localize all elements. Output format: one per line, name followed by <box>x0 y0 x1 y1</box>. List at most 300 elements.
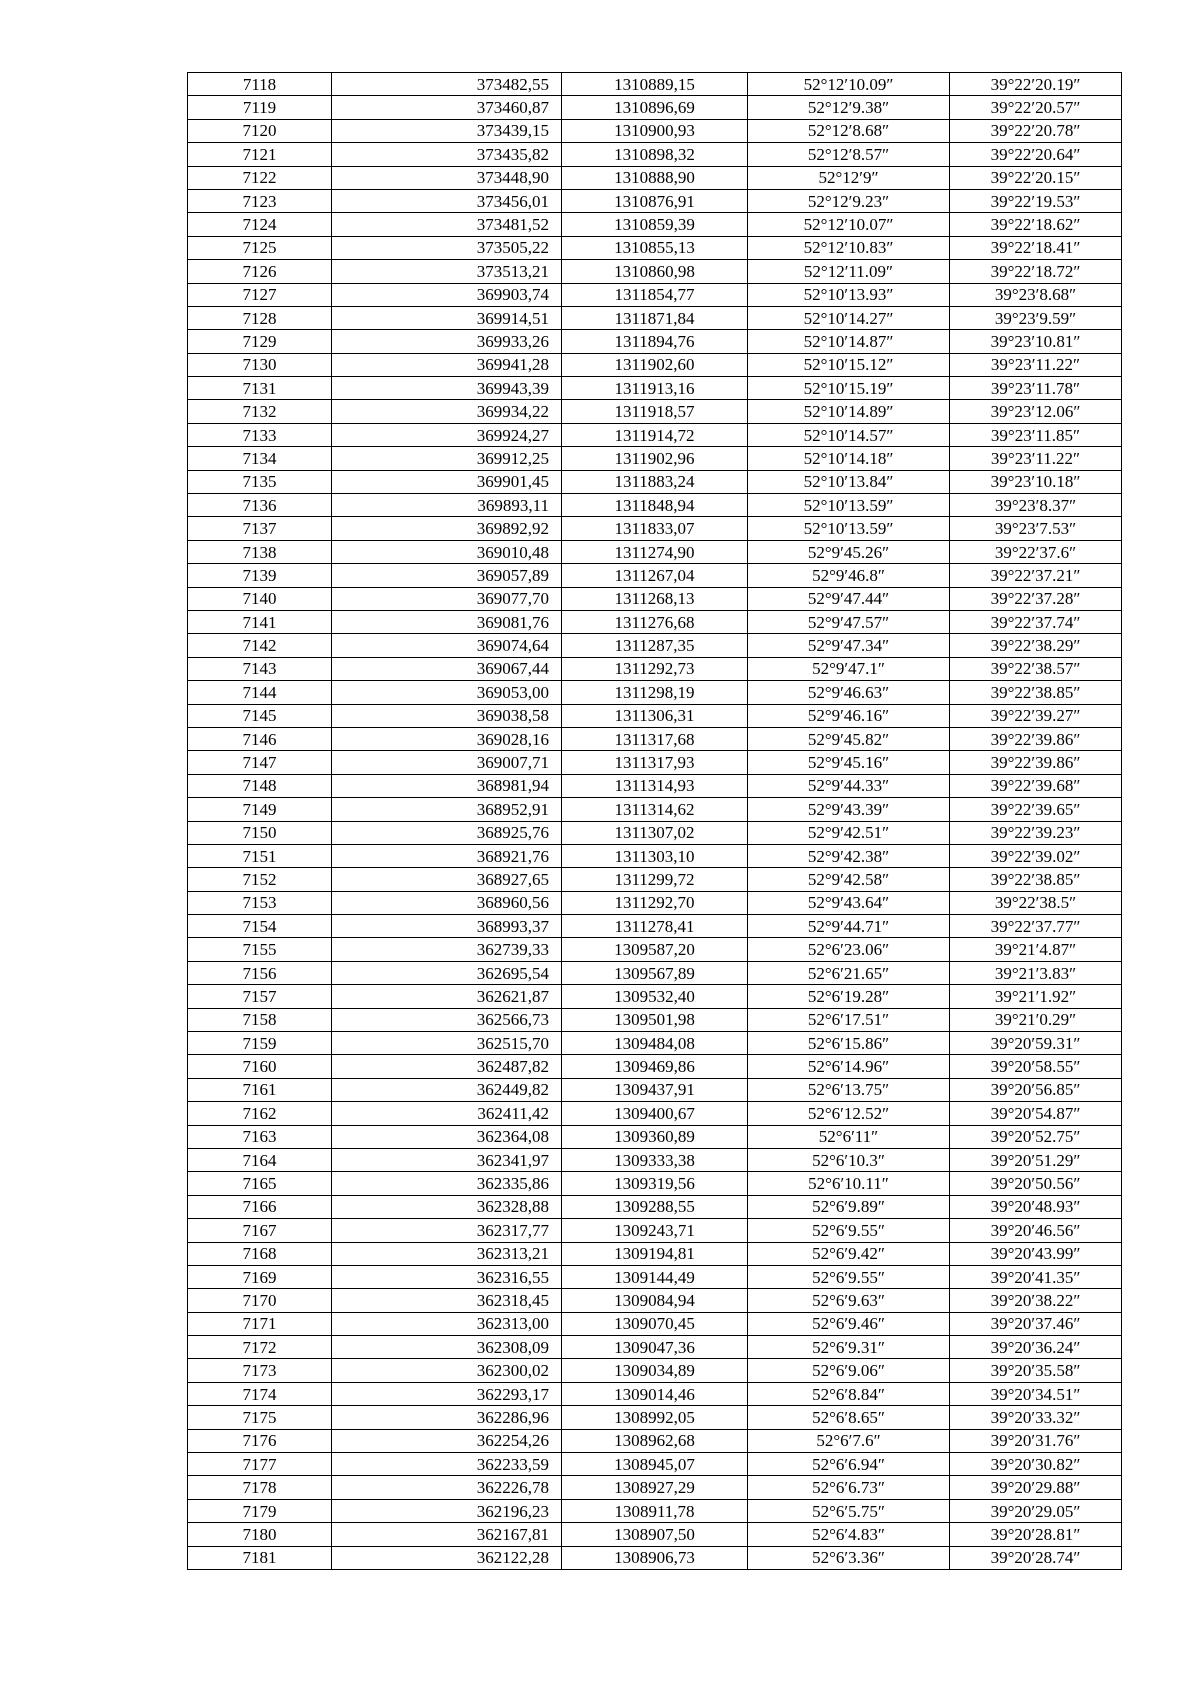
latitude-cell: 52°9′43.39″ <box>748 798 950 821</box>
point-number-cell: 7143 <box>188 657 332 680</box>
point-number-cell: 7176 <box>188 1429 332 1452</box>
table-row <box>188 353 1122 376</box>
latitude-cell: 52°12′11.09″ <box>748 260 950 283</box>
table-row <box>188 751 1122 774</box>
x-coordinate-cell: 368952,91 <box>332 798 562 821</box>
x-coordinate-cell: 369903,74 <box>332 283 562 306</box>
point-number-cell: 7118 <box>188 73 332 96</box>
latitude-cell: 52°6′17.51″ <box>748 1008 950 1031</box>
table-row <box>188 1429 1122 1452</box>
y-coordinate-cell: 1311299,72 <box>562 868 748 891</box>
longitude-cell: 39°20′43.99″ <box>950 1242 1122 1265</box>
latitude-cell: 52°6′10.11″ <box>748 1172 950 1195</box>
latitude-cell: 52°12′10.09″ <box>748 73 950 96</box>
point-number-cell: 7151 <box>188 844 332 867</box>
point-number-cell: 7150 <box>188 821 332 844</box>
latitude-cell: 52°10′13.84″ <box>748 470 950 493</box>
longitude-cell: 39°22′38.29″ <box>950 634 1122 657</box>
latitude-cell: 52°12′8.68″ <box>748 119 950 142</box>
longitude-cell: 39°20′31.76″ <box>950 1429 1122 1452</box>
point-number-cell: 7130 <box>188 353 332 376</box>
latitude-cell: 52°9′42.38″ <box>748 844 950 867</box>
longitude-cell: 39°22′39.65″ <box>950 798 1122 821</box>
latitude-cell: 52°10′14.89″ <box>748 400 950 423</box>
point-number-cell: 7167 <box>188 1219 332 1242</box>
x-coordinate-cell: 368981,94 <box>332 774 562 797</box>
latitude-cell: 52°10′14.18″ <box>748 447 950 470</box>
latitude-cell: 52°9′47.44″ <box>748 587 950 610</box>
y-coordinate-cell: 1309360,89 <box>562 1125 748 1148</box>
point-number-cell: 7129 <box>188 330 332 353</box>
y-coordinate-cell: 1309070,45 <box>562 1312 748 1335</box>
coordinates-table <box>187 72 1122 1570</box>
table-row <box>188 1523 1122 1546</box>
table-row <box>188 798 1122 821</box>
table-row <box>188 1312 1122 1335</box>
point-number-cell: 7172 <box>188 1336 332 1359</box>
x-coordinate-cell: 362196,23 <box>332 1499 562 1522</box>
x-coordinate-cell: 369901,45 <box>332 470 562 493</box>
latitude-cell: 52°6′13.75″ <box>748 1078 950 1101</box>
longitude-cell: 39°22′19.53″ <box>950 189 1122 212</box>
x-coordinate-cell: 369028,16 <box>332 727 562 750</box>
table-row <box>188 260 1122 283</box>
table-row <box>188 119 1122 142</box>
longitude-cell: 39°22′39.86″ <box>950 727 1122 750</box>
table-row <box>188 985 1122 1008</box>
x-coordinate-cell: 373482,55 <box>332 73 562 96</box>
longitude-cell: 39°23′10.81″ <box>950 330 1122 353</box>
table-row <box>188 1499 1122 1522</box>
point-number-cell: 7161 <box>188 1078 332 1101</box>
longitude-cell: 39°22′38.85″ <box>950 681 1122 704</box>
y-coordinate-cell: 1311883,24 <box>562 470 748 493</box>
latitude-cell: 52°9′47.34″ <box>748 634 950 657</box>
x-coordinate-cell: 362286,96 <box>332 1406 562 1429</box>
point-number-cell: 7125 <box>188 236 332 259</box>
coordinates-table-body <box>188 73 1122 1570</box>
y-coordinate-cell: 1311306,31 <box>562 704 748 727</box>
table-row <box>188 540 1122 563</box>
longitude-cell: 39°20′59.31″ <box>950 1032 1122 1055</box>
longitude-cell: 39°22′37.6″ <box>950 540 1122 563</box>
x-coordinate-cell: 373448,90 <box>332 166 562 189</box>
longitude-cell: 39°23′11.22″ <box>950 447 1122 470</box>
latitude-cell: 52°6′9.89″ <box>748 1195 950 1218</box>
longitude-cell: 39°22′18.62″ <box>950 213 1122 236</box>
point-number-cell: 7142 <box>188 634 332 657</box>
point-number-cell: 7141 <box>188 610 332 633</box>
longitude-cell: 39°22′20.15″ <box>950 166 1122 189</box>
table-row <box>188 610 1122 633</box>
longitude-cell: 39°22′18.72″ <box>950 260 1122 283</box>
point-number-cell: 7139 <box>188 564 332 587</box>
x-coordinate-cell: 369892,92 <box>332 517 562 540</box>
x-coordinate-cell: 373456,01 <box>332 189 562 212</box>
table-row <box>188 634 1122 657</box>
point-number-cell: 7148 <box>188 774 332 797</box>
table-row <box>188 166 1122 189</box>
y-coordinate-cell: 1309144,49 <box>562 1265 748 1288</box>
longitude-cell: 39°22′20.57″ <box>950 96 1122 119</box>
latitude-cell: 52°6′9.06″ <box>748 1359 950 1382</box>
latitude-cell: 52°10′13.59″ <box>748 517 950 540</box>
table-row <box>188 447 1122 470</box>
y-coordinate-cell: 1311848,94 <box>562 494 748 517</box>
table-row <box>188 1055 1122 1078</box>
y-coordinate-cell: 1308962,68 <box>562 1429 748 1452</box>
point-number-cell: 7168 <box>188 1242 332 1265</box>
x-coordinate-cell: 369038,58 <box>332 704 562 727</box>
latitude-cell: 52°12′8.57″ <box>748 143 950 166</box>
latitude-cell: 52°12′9.38″ <box>748 96 950 119</box>
table-row <box>188 961 1122 984</box>
point-number-cell: 7177 <box>188 1453 332 1476</box>
longitude-cell: 39°20′52.75″ <box>950 1125 1122 1148</box>
point-number-cell: 7156 <box>188 961 332 984</box>
longitude-cell: 39°22′20.78″ <box>950 119 1122 142</box>
latitude-cell: 52°12′10.07″ <box>748 213 950 236</box>
y-coordinate-cell: 1310896,69 <box>562 96 748 119</box>
latitude-cell: 52°9′46.63″ <box>748 681 950 704</box>
longitude-cell: 39°20′28.81″ <box>950 1523 1122 1546</box>
latitude-cell: 52°9′42.51″ <box>748 821 950 844</box>
longitude-cell: 39°22′39.68″ <box>950 774 1122 797</box>
point-number-cell: 7131 <box>188 377 332 400</box>
latitude-cell: 52°6′5.75″ <box>748 1499 950 1522</box>
table-row <box>188 1219 1122 1242</box>
x-coordinate-cell: 369081,76 <box>332 610 562 633</box>
x-coordinate-cell: 362364,08 <box>332 1125 562 1148</box>
longitude-cell: 39°20′30.82″ <box>950 1453 1122 1476</box>
table-row <box>188 517 1122 540</box>
y-coordinate-cell: 1310855,13 <box>562 236 748 259</box>
latitude-cell: 52°6′9.55″ <box>748 1265 950 1288</box>
point-number-cell: 7146 <box>188 727 332 750</box>
longitude-cell: 39°22′39.27″ <box>950 704 1122 727</box>
longitude-cell: 39°20′51.29″ <box>950 1148 1122 1171</box>
longitude-cell: 39°22′38.57″ <box>950 657 1122 680</box>
y-coordinate-cell: 1311292,70 <box>562 891 748 914</box>
y-coordinate-cell: 1308945,07 <box>562 1453 748 1476</box>
table-row <box>188 587 1122 610</box>
latitude-cell: 52°6′9.55″ <box>748 1219 950 1242</box>
table-row <box>188 213 1122 236</box>
latitude-cell: 52°12′9″ <box>748 166 950 189</box>
point-number-cell: 7155 <box>188 938 332 961</box>
y-coordinate-cell: 1311292,73 <box>562 657 748 680</box>
point-number-cell: 7170 <box>188 1289 332 1312</box>
x-coordinate-cell: 373460,87 <box>332 96 562 119</box>
longitude-cell: 39°20′37.46″ <box>950 1312 1122 1335</box>
point-number-cell: 7122 <box>188 166 332 189</box>
x-coordinate-cell: 362293,17 <box>332 1382 562 1405</box>
y-coordinate-cell: 1310860,98 <box>562 260 748 283</box>
x-coordinate-cell: 373481,52 <box>332 213 562 236</box>
latitude-cell: 52°9′45.16″ <box>748 751 950 774</box>
x-coordinate-cell: 362487,82 <box>332 1055 562 1078</box>
y-coordinate-cell: 1310888,90 <box>562 166 748 189</box>
latitude-cell: 52°6′4.83″ <box>748 1523 950 1546</box>
y-coordinate-cell: 1311274,90 <box>562 540 748 563</box>
x-coordinate-cell: 362411,42 <box>332 1102 562 1125</box>
table-row <box>188 1476 1122 1499</box>
x-coordinate-cell: 369933,26 <box>332 330 562 353</box>
table-row <box>188 1172 1122 1195</box>
longitude-cell: 39°22′39.02″ <box>950 844 1122 867</box>
x-coordinate-cell: 362317,77 <box>332 1219 562 1242</box>
longitude-cell: 39°23′10.18″ <box>950 470 1122 493</box>
table-row <box>188 821 1122 844</box>
latitude-cell: 52°9′42.58″ <box>748 868 950 891</box>
point-number-cell: 7171 <box>188 1312 332 1335</box>
longitude-cell: 39°20′28.74″ <box>950 1546 1122 1569</box>
point-number-cell: 7134 <box>188 447 332 470</box>
x-coordinate-cell: 362335,86 <box>332 1172 562 1195</box>
latitude-cell: 52°10′14.27″ <box>748 306 950 329</box>
point-number-cell: 7124 <box>188 213 332 236</box>
x-coordinate-cell: 362308,09 <box>332 1336 562 1359</box>
x-coordinate-cell: 362566,73 <box>332 1008 562 1031</box>
longitude-cell: 39°20′56.85″ <box>950 1078 1122 1101</box>
x-coordinate-cell: 373439,15 <box>332 119 562 142</box>
x-coordinate-cell: 362313,00 <box>332 1312 562 1335</box>
longitude-cell: 39°20′54.87″ <box>950 1102 1122 1125</box>
x-coordinate-cell: 369943,39 <box>332 377 562 400</box>
x-coordinate-cell: 369074,64 <box>332 634 562 657</box>
longitude-cell: 39°20′50.56″ <box>950 1172 1122 1195</box>
latitude-cell: 52°10′14.57″ <box>748 423 950 446</box>
latitude-cell: 52°9′45.82″ <box>748 727 950 750</box>
point-number-cell: 7159 <box>188 1032 332 1055</box>
x-coordinate-cell: 369934,22 <box>332 400 562 423</box>
y-coordinate-cell: 1309469,86 <box>562 1055 748 1078</box>
point-number-cell: 7174 <box>188 1382 332 1405</box>
point-number-cell: 7127 <box>188 283 332 306</box>
latitude-cell: 52°6′23.06″ <box>748 938 950 961</box>
y-coordinate-cell: 1311303,10 <box>562 844 748 867</box>
longitude-cell: 39°23′7.53″ <box>950 517 1122 540</box>
latitude-cell: 52°6′9.31″ <box>748 1336 950 1359</box>
longitude-cell: 39°22′37.21″ <box>950 564 1122 587</box>
table-row <box>188 1008 1122 1031</box>
point-number-cell: 7144 <box>188 681 332 704</box>
x-coordinate-cell: 369941,28 <box>332 353 562 376</box>
x-coordinate-cell: 362122,28 <box>332 1546 562 1569</box>
x-coordinate-cell: 368960,56 <box>332 891 562 914</box>
table-row <box>188 1032 1122 1055</box>
y-coordinate-cell: 1309288,55 <box>562 1195 748 1218</box>
table-row <box>188 891 1122 914</box>
y-coordinate-cell: 1308927,29 <box>562 1476 748 1499</box>
latitude-cell: 52°9′46.8″ <box>748 564 950 587</box>
y-coordinate-cell: 1309400,67 <box>562 1102 748 1125</box>
latitude-cell: 52°10′13.59″ <box>748 494 950 517</box>
point-number-cell: 7169 <box>188 1265 332 1288</box>
point-number-cell: 7137 <box>188 517 332 540</box>
table-row <box>188 1125 1122 1148</box>
longitude-cell: 39°21′1.92″ <box>950 985 1122 1008</box>
latitude-cell: 52°12′9.23″ <box>748 189 950 212</box>
y-coordinate-cell: 1311871,84 <box>562 306 748 329</box>
x-coordinate-cell: 362300,02 <box>332 1359 562 1382</box>
y-coordinate-cell: 1309567,89 <box>562 961 748 984</box>
table-row <box>188 1453 1122 1476</box>
y-coordinate-cell: 1311267,04 <box>562 564 748 587</box>
longitude-cell: 39°23′11.85″ <box>950 423 1122 446</box>
table-row <box>188 1289 1122 1312</box>
longitude-cell: 39°22′37.28″ <box>950 587 1122 610</box>
x-coordinate-cell: 362449,82 <box>332 1078 562 1101</box>
y-coordinate-cell: 1311278,41 <box>562 915 748 938</box>
x-coordinate-cell: 362233,59 <box>332 1453 562 1476</box>
longitude-cell: 39°20′38.22″ <box>950 1289 1122 1312</box>
x-coordinate-cell: 362316,55 <box>332 1265 562 1288</box>
table-row <box>188 564 1122 587</box>
latitude-cell: 52°6′7.6″ <box>748 1429 950 1452</box>
y-coordinate-cell: 1308906,73 <box>562 1546 748 1569</box>
latitude-cell: 52°6′8.84″ <box>748 1382 950 1405</box>
x-coordinate-cell: 368921,76 <box>332 844 562 867</box>
longitude-cell: 39°20′46.56″ <box>950 1219 1122 1242</box>
table-row <box>188 1546 1122 1569</box>
table-row <box>188 283 1122 306</box>
y-coordinate-cell: 1311314,93 <box>562 774 748 797</box>
longitude-cell: 39°22′37.74″ <box>950 610 1122 633</box>
longitude-cell: 39°21′3.83″ <box>950 961 1122 984</box>
latitude-cell: 52°6′11″ <box>748 1125 950 1148</box>
point-number-cell: 7153 <box>188 891 332 914</box>
y-coordinate-cell: 1311894,76 <box>562 330 748 353</box>
x-coordinate-cell: 369053,00 <box>332 681 562 704</box>
x-coordinate-cell: 369057,89 <box>332 564 562 587</box>
point-number-cell: 7135 <box>188 470 332 493</box>
table-row <box>188 423 1122 446</box>
table-row <box>188 1102 1122 1125</box>
longitude-cell: 39°20′33.32″ <box>950 1406 1122 1429</box>
y-coordinate-cell: 1309484,08 <box>562 1032 748 1055</box>
point-number-cell: 7175 <box>188 1406 332 1429</box>
latitude-cell: 52°10′14.87″ <box>748 330 950 353</box>
y-coordinate-cell: 1311317,68 <box>562 727 748 750</box>
longitude-cell: 39°22′37.77″ <box>950 915 1122 938</box>
longitude-cell: 39°20′29.05″ <box>950 1499 1122 1522</box>
latitude-cell: 52°6′3.36″ <box>748 1546 950 1569</box>
longitude-cell: 39°21′4.87″ <box>950 938 1122 961</box>
y-coordinate-cell: 1311833,07 <box>562 517 748 540</box>
y-coordinate-cell: 1309587,20 <box>562 938 748 961</box>
latitude-cell: 52°9′44.71″ <box>748 915 950 938</box>
y-coordinate-cell: 1309333,38 <box>562 1148 748 1171</box>
y-coordinate-cell: 1310876,91 <box>562 189 748 212</box>
table-row <box>188 727 1122 750</box>
latitude-cell: 52°6′9.46″ <box>748 1312 950 1335</box>
longitude-cell: 39°22′20.64″ <box>950 143 1122 166</box>
y-coordinate-cell: 1309034,89 <box>562 1359 748 1382</box>
table-row <box>188 400 1122 423</box>
point-number-cell: 7136 <box>188 494 332 517</box>
point-number-cell: 7181 <box>188 1546 332 1569</box>
longitude-cell: 39°20′48.93″ <box>950 1195 1122 1218</box>
x-coordinate-cell: 369924,27 <box>332 423 562 446</box>
table-row <box>188 1382 1122 1405</box>
longitude-cell: 39°23′9.59″ <box>950 306 1122 329</box>
y-coordinate-cell: 1311854,77 <box>562 283 748 306</box>
point-number-cell: 7157 <box>188 985 332 1008</box>
point-number-cell: 7165 <box>188 1172 332 1195</box>
table-row <box>188 494 1122 517</box>
x-coordinate-cell: 362515,70 <box>332 1032 562 1055</box>
x-coordinate-cell: 362254,26 <box>332 1429 562 1452</box>
point-number-cell: 7138 <box>188 540 332 563</box>
point-number-cell: 7121 <box>188 143 332 166</box>
table-row <box>188 189 1122 212</box>
longitude-cell: 39°20′36.24″ <box>950 1336 1122 1359</box>
x-coordinate-cell: 369912,25 <box>332 447 562 470</box>
x-coordinate-cell: 362695,54 <box>332 961 562 984</box>
table-row <box>188 1242 1122 1265</box>
latitude-cell: 52°6′10.3″ <box>748 1148 950 1171</box>
table-row <box>188 1078 1122 1101</box>
x-coordinate-cell: 362226,78 <box>332 1476 562 1499</box>
latitude-cell: 52°6′14.96″ <box>748 1055 950 1078</box>
table-row <box>188 1336 1122 1359</box>
table-row <box>188 774 1122 797</box>
point-number-cell: 7133 <box>188 423 332 446</box>
longitude-cell: 39°20′34.51″ <box>950 1382 1122 1405</box>
x-coordinate-cell: 362621,87 <box>332 985 562 1008</box>
y-coordinate-cell: 1311298,19 <box>562 681 748 704</box>
latitude-cell: 52°6′12.52″ <box>748 1102 950 1125</box>
table-row <box>188 377 1122 400</box>
point-number-cell: 7147 <box>188 751 332 774</box>
longitude-cell: 39°23′11.78″ <box>950 377 1122 400</box>
table-row <box>188 96 1122 119</box>
point-number-cell: 7140 <box>188 587 332 610</box>
latitude-cell: 52°6′9.42″ <box>748 1242 950 1265</box>
y-coordinate-cell: 1309047,36 <box>562 1336 748 1359</box>
longitude-cell: 39°22′39.23″ <box>950 821 1122 844</box>
y-coordinate-cell: 1310889,15 <box>562 73 748 96</box>
point-number-cell: 7149 <box>188 798 332 821</box>
longitude-cell: 39°20′29.88″ <box>950 1476 1122 1499</box>
latitude-cell: 52°9′47.1″ <box>748 657 950 680</box>
point-number-cell: 7123 <box>188 189 332 212</box>
point-number-cell: 7173 <box>188 1359 332 1382</box>
table-row <box>188 236 1122 259</box>
point-number-cell: 7152 <box>188 868 332 891</box>
table-row <box>188 1265 1122 1288</box>
point-number-cell: 7163 <box>188 1125 332 1148</box>
y-coordinate-cell: 1311902,60 <box>562 353 748 376</box>
table-row <box>188 330 1122 353</box>
table-row <box>188 938 1122 961</box>
point-number-cell: 7160 <box>188 1055 332 1078</box>
table-row <box>188 1195 1122 1218</box>
x-coordinate-cell: 369893,11 <box>332 494 562 517</box>
latitude-cell: 52°6′19.28″ <box>748 985 950 1008</box>
x-coordinate-cell: 369007,71 <box>332 751 562 774</box>
table-row <box>188 844 1122 867</box>
y-coordinate-cell: 1311314,62 <box>562 798 748 821</box>
point-number-cell: 7145 <box>188 704 332 727</box>
x-coordinate-cell: 373505,22 <box>332 236 562 259</box>
y-coordinate-cell: 1308907,50 <box>562 1523 748 1546</box>
point-number-cell: 7162 <box>188 1102 332 1125</box>
point-number-cell: 7164 <box>188 1148 332 1171</box>
longitude-cell: 39°22′20.19″ <box>950 73 1122 96</box>
y-coordinate-cell: 1311317,93 <box>562 751 748 774</box>
